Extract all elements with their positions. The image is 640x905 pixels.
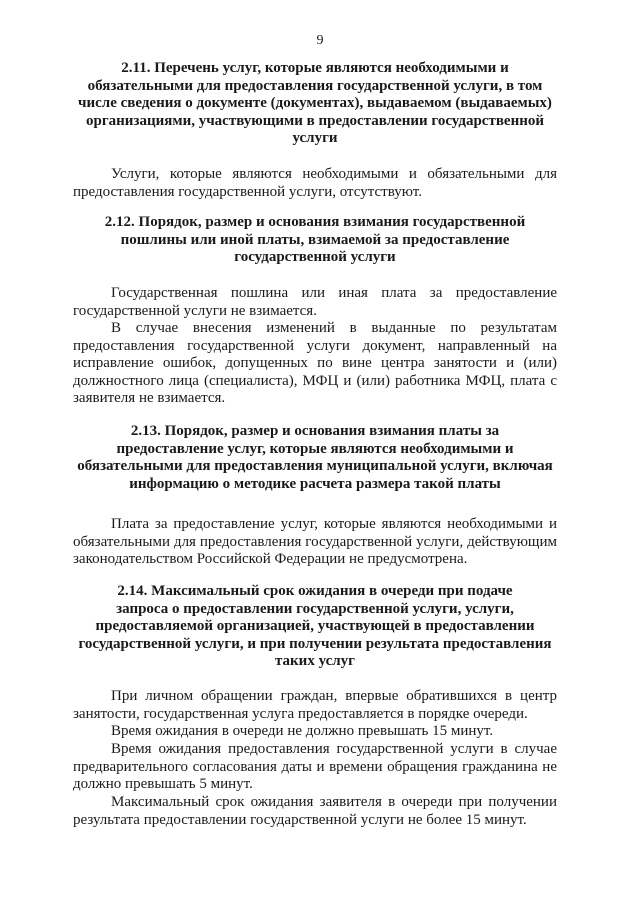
heading-line: пошлины или иной платы, взимаемой за предоставление bbox=[120, 231, 510, 248]
text-line: Государственная пошлина или иная плата за предоставление bbox=[111, 285, 557, 301]
text-line: должностного лица (специалиста), МФЦ и (или) работника МФЦ, плата с bbox=[73, 372, 557, 389]
page-number: 9 bbox=[316, 33, 324, 48]
heading-line: государственной услуги bbox=[234, 249, 396, 265]
section-2-12-paragraph-1 bbox=[73, 285, 557, 320]
text-line: предварительного согласования даты и времени обращения гражданина не bbox=[73, 758, 557, 775]
text-line: Плата за предоставление услуг, которые являются необходимыми и bbox=[111, 516, 557, 532]
text-line: Время ожидания в очереди не должно превышать 15 минут. bbox=[111, 723, 494, 739]
heading-line: государственной услуги, и при получении результата предоставления bbox=[78, 635, 552, 652]
text-line: предоставления государственной услуги, отсутствуют. bbox=[73, 183, 422, 200]
heading-line: 2.12. Порядок, размер и основания взимания государственной bbox=[104, 214, 526, 230]
heading-line: таких услуг bbox=[274, 653, 355, 669]
section-2-11-paragraph bbox=[73, 166, 557, 201]
heading-line: обязательными для предоставления муниципальной услуги, включая bbox=[77, 458, 553, 474]
heading-line: 2.13. Порядок, размер и основания взимания платы за bbox=[130, 423, 500, 439]
heading-line: запроса о предоставлении государственной услуги, услуги, bbox=[116, 600, 514, 617]
text-line: В случае внесения изменений в выданные по результатам bbox=[111, 320, 557, 336]
heading-line: числе сведения о документе (документах), выдаваемом (выдаваемых) bbox=[78, 95, 552, 111]
text-line: занятости, государственная услуга предоставляется в порядке очереди. bbox=[73, 705, 528, 722]
section-2-13-paragraph bbox=[73, 516, 557, 569]
text-line: государственной услуги не взимается. bbox=[73, 302, 317, 319]
text-line: Время ожидания предоставления государственной услуги в случае bbox=[111, 741, 557, 757]
text-line: заявителя не взимается. bbox=[73, 390, 226, 406]
heading-line: информацию о методике расчета размера такой платы bbox=[129, 475, 501, 492]
heading-line: организациями, участвующими в предоставлении государственной bbox=[85, 112, 545, 129]
text-line: обязательными для предоставления государственной услуги, действующим bbox=[73, 533, 557, 550]
section-2-14-paragraph-3 bbox=[73, 741, 557, 794]
section-2-14-paragraph-4 bbox=[73, 794, 557, 829]
text-line: Услуги, которые являются необходимыми и обязательными для bbox=[111, 166, 557, 182]
text-line: должно превышать 5 минут. bbox=[73, 776, 253, 792]
heading-line: услуги bbox=[292, 130, 338, 146]
section-2-14-paragraph-1 bbox=[73, 688, 557, 723]
text-line: предоставления государственной услуги документ, направленный на bbox=[73, 337, 557, 354]
section-2-12-paragraph-2 bbox=[73, 320, 557, 408]
section-2-14-heading bbox=[73, 583, 557, 671]
heading-line: 2.14. Максимальный срок ожидания в очереди при подаче bbox=[117, 583, 513, 599]
heading-line: предоставление услуг, которые являются необходимыми и bbox=[116, 440, 514, 457]
heading-line: 2.11. Перечень услуг, которые являются необходимыми и bbox=[121, 60, 509, 76]
section-2-14-paragraph-2 bbox=[73, 723, 557, 741]
text-line: исправление ошибок, допущенных по вине центра занятости и (или) bbox=[73, 355, 557, 371]
heading-line: предоставляемой организацией, участвующей в предоставлении bbox=[95, 618, 535, 634]
text-line: законодательством Российской Федерации не предусмотрена. bbox=[73, 551, 468, 567]
text-line: При личном обращении граждан, впервые обратившихся в центр bbox=[111, 688, 557, 704]
heading-line: обязательными для предоставления государственной услуги, в том bbox=[87, 77, 543, 94]
text-line: результата предоставлении государственной услуги не более 15 минут. bbox=[73, 811, 527, 828]
text-line: Максимальный срок ожидания заявителя в очереди при получении bbox=[111, 794, 557, 810]
section-2-11-heading bbox=[73, 60, 557, 148]
section-2-12-heading bbox=[73, 214, 557, 267]
section-2-13-heading bbox=[73, 423, 557, 493]
